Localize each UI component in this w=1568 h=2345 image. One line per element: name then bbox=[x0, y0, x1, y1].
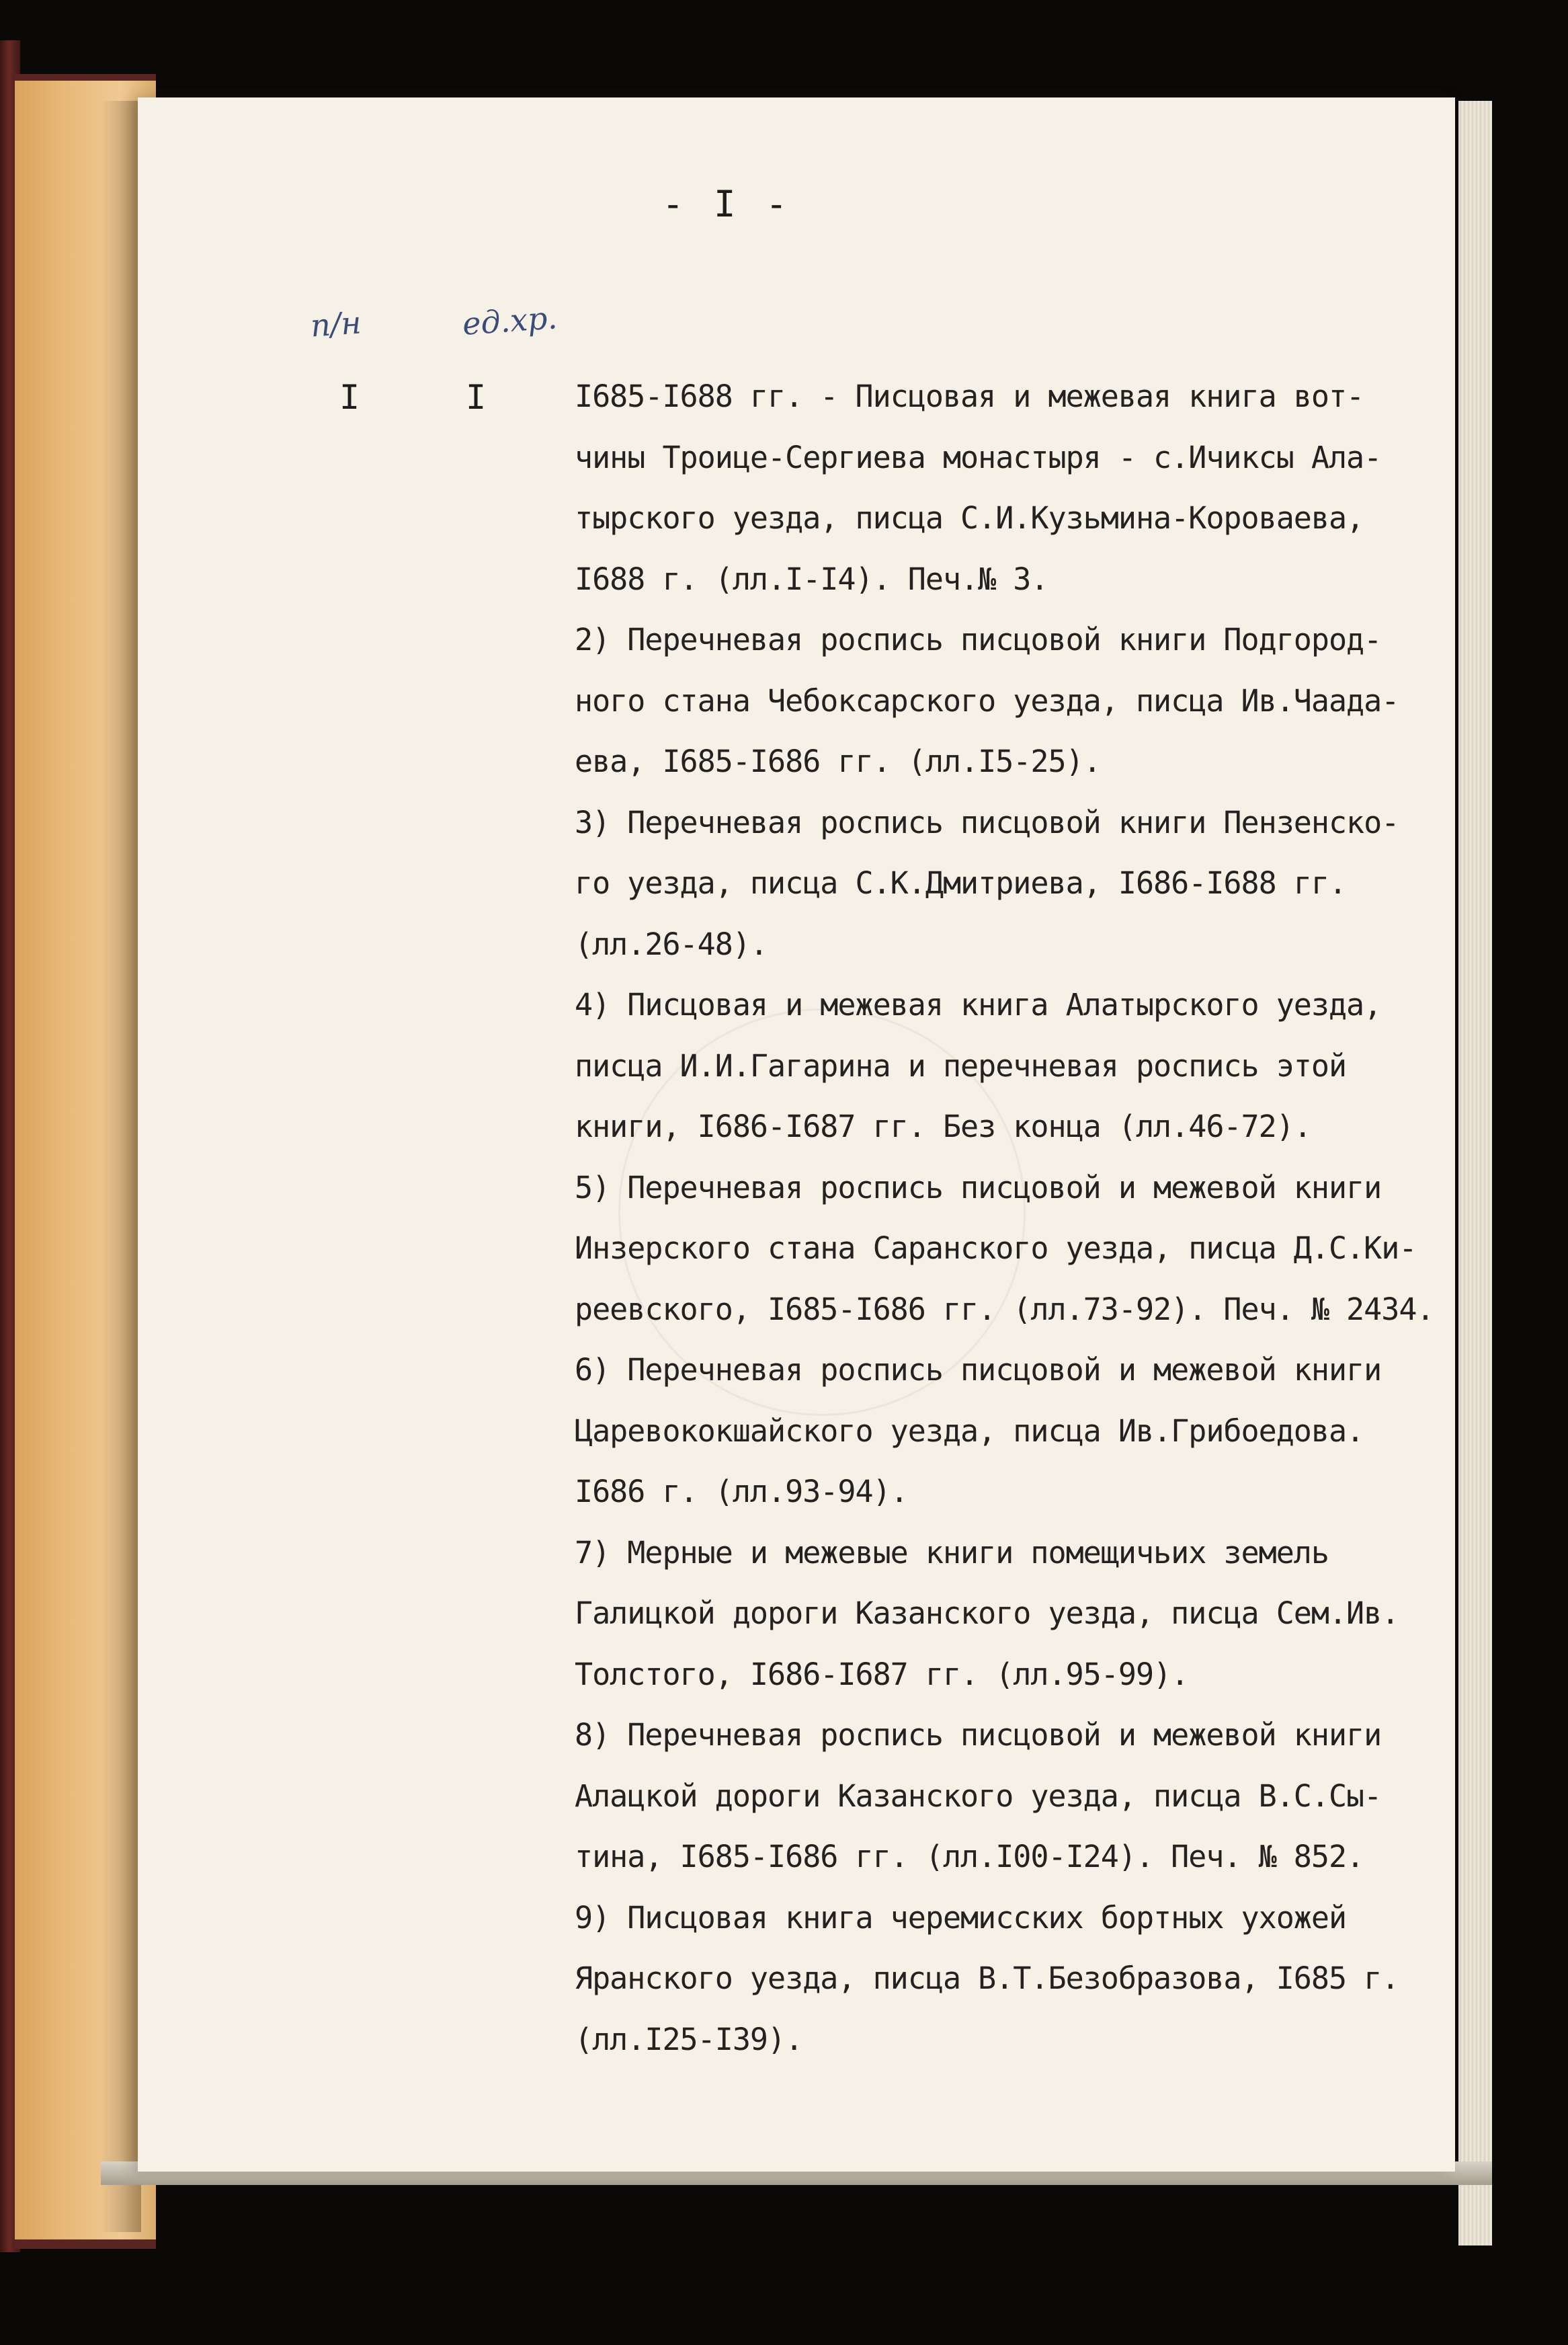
handwritten-column-label-storage-unit: ед.хр. bbox=[461, 299, 559, 342]
entry-description bbox=[575, 366, 1482, 2070]
text-line: Галицкой дороги Казанского уезда, писца Сем.Ив. bbox=[575, 1595, 1399, 1631]
text-line: Толстого, I686-I687 гг. (лл.95-99). bbox=[575, 1656, 1189, 1692]
text-line: 8) Перечневая роспись писцовой и межевой книги bbox=[575, 1717, 1382, 1753]
text-line: I686 г. (лл.93-94). bbox=[575, 1474, 908, 1509]
text-line: I685-I688 гг. - Писцовая и межевая книга вот- bbox=[575, 379, 1364, 414]
text-line: книги, I686-I687 гг. Без конца (лл.46-72). bbox=[575, 1109, 1311, 1144]
text-line: (лл.I25-I39). bbox=[575, 2021, 803, 2057]
text-line: тина, I685-I686 гг. (лл.I00-I24). Печ. № 852. bbox=[575, 1839, 1364, 1874]
text-line: 6) Перечневая роспись писцовой и межевой книги bbox=[575, 1352, 1382, 1388]
text-line: го уезда, писца С.К.Дмитриева, I686-I688 гг. bbox=[575, 865, 1347, 901]
text-line: тырского уезда, писца С.И.Кузьмина-Короваева, bbox=[575, 500, 1364, 536]
text-line: ного стана Чебоксарского уезда, писца Ив.Чаада- bbox=[575, 682, 1399, 719]
text-line: I688 г. (лл.I-I4). Печ.№ 3. bbox=[575, 561, 1048, 597]
page-number: - I - bbox=[662, 183, 792, 225]
text-line: 3) Перечневая роспись писцовой книги Пензенско- bbox=[575, 804, 1399, 840]
text-line: ева, I685-I686 гг. (лл.I5-25). bbox=[575, 744, 1101, 779]
text-line: Царевококшайского уезда, писца Ив.Грибоедова. bbox=[575, 1413, 1364, 1449]
text-line: 7) Мерные и межевые книги помещичьих земель bbox=[575, 1534, 1329, 1571]
text-line: 9) Писцовая книга черемисских бортных ухожей bbox=[575, 1899, 1347, 1936]
text-line: 4) Писцовая и межевая книга Алатырского уезда, bbox=[575, 987, 1382, 1023]
text-line: Яранского уезда, писца В.Т.Безобразова, I685 г. bbox=[575, 1960, 1399, 1996]
text-line: писца И.И.Гагарина и перечневая роспись этой bbox=[575, 1047, 1347, 1084]
page-gutter-shadow bbox=[101, 101, 141, 2232]
text-line: реевского, I685-I686 гг. (лл.73-92). Печ. № 2434. bbox=[575, 1291, 1434, 1327]
text-line: чины Троице-Сергиева монастыря - с.Ичиксы Ала- bbox=[575, 439, 1382, 475]
handwritten-column-label-number: п/н bbox=[309, 304, 363, 344]
text-line: 5) Перечневая роспись писцовой и межевой книги bbox=[575, 1169, 1382, 1205]
entry-number: I bbox=[339, 378, 360, 417]
text-line: Алацкой дороги Казанского уезда, писца В.С.Сы- bbox=[575, 1778, 1382, 1814]
text-line: Инзерского стана Саранского уезда, писца Д.С.Ки- bbox=[575, 1230, 1417, 1266]
entry-storage-unit: I bbox=[466, 378, 487, 417]
text-line: (лл.26-48). bbox=[575, 926, 768, 962]
text-line: 2) Перечневая роспись писцовой книги Подгород- bbox=[575, 622, 1382, 658]
